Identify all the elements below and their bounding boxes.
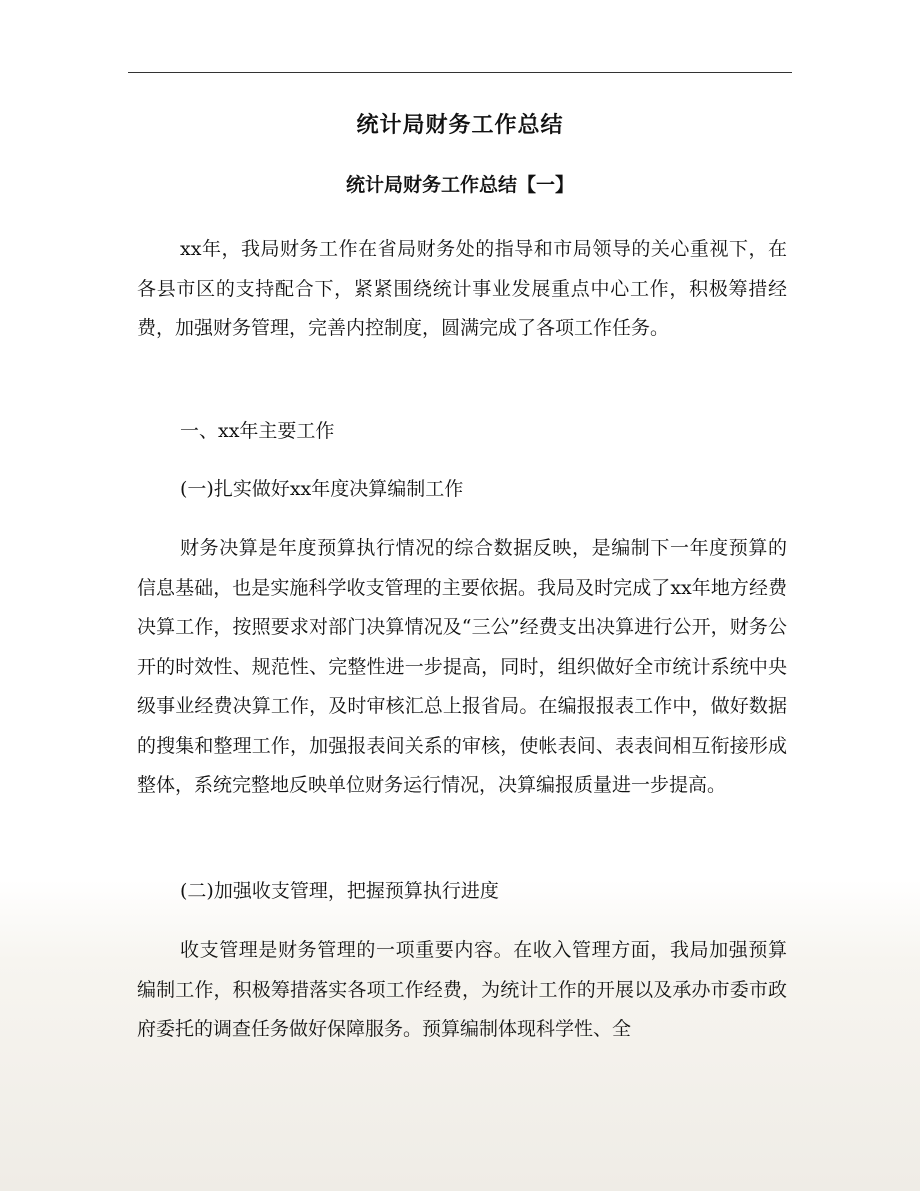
budget-management-paragraph: 收支管理是财务管理的一项重要内容。在收入管理方面，我局加强预算编制工作，积极筹措落实各项工作经费，为统计工作的开展以及承办市委市政府委托的调查任务做好保障服务。预算编制体现科学性、全	[137, 939, 787, 1040]
document-title: 统计局财务工作总结	[356, 113, 564, 138]
intro-paragraph: xx年，我局财务工作在省局财务处的指导和市局领导的关心重视下，在各县市区的支持配合下，紧紧围绕统计事业发展重点中心工作，积极筹措经费，加强财务管理，完善内控制度，圆满完成了各项工作任务。	[137, 238, 787, 339]
final-accounts-paragraph: 财务决算是年度预算执行情况的综合数据反映，是编制下一年度预算的信息基础，也是实施科学收支管理的主要依据。我局及时完成了xx年地方经费决算工作，按照要求对部门决算情况及“三公”经费支出决算进行公开，财务公开的时效性、规范性、完整性进一步提高，同时，组织做好全市统计系统中央级事业经费决算工作，及时审核汇总上报省局。在编报报表工作中，做好数据的搜集和整理工作，加强报表间关系的审核，使帐表间、表表间相互衔接形成整体，系统完整地反映单位财务运行情况，决算编报质量进一步提高。	[137, 537, 787, 796]
header-rule	[128, 72, 792, 73]
section-heading-main-work: 一、xx年主要工作	[180, 420, 335, 442]
subsection-heading-budget-management: (二)加强收支管理，把握预算执行进度	[180, 880, 499, 902]
document-subtitle: 统计局财务工作总结【一】	[345, 174, 574, 196]
subsection-heading-final-accounts: (一)扎实做好xx年度决算编制工作	[180, 478, 464, 500]
